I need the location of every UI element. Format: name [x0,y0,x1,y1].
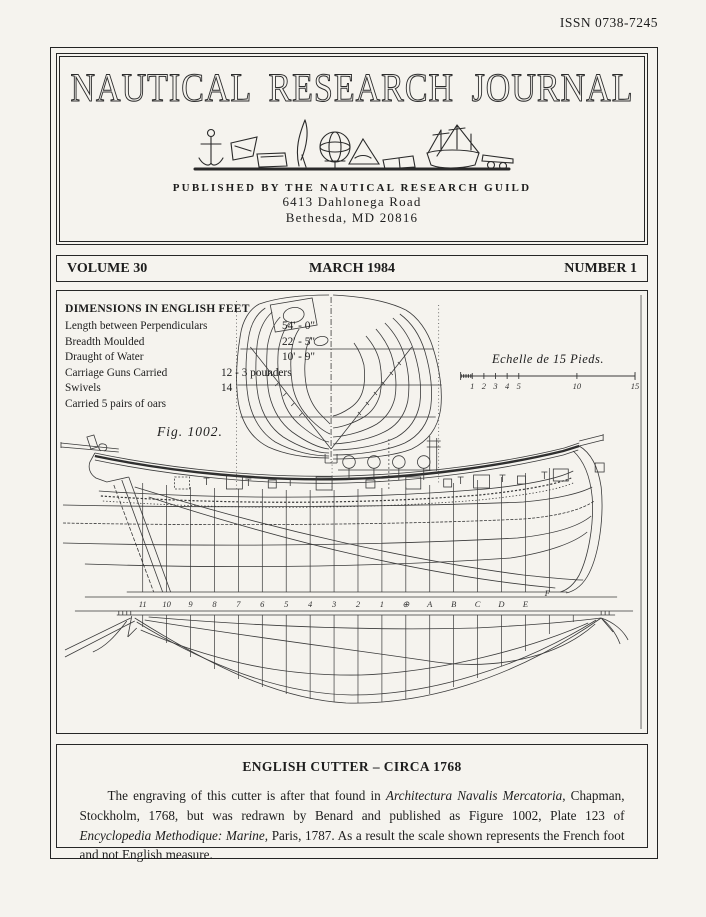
issn-number: ISSN 0738-7245 [559,15,658,30]
svg-text:4: 4 [308,598,313,610]
svg-text:6: 6 [260,598,265,610]
svg-text:2: 2 [481,380,486,392]
masthead-inner-border [59,56,645,242]
lines-plan-plate [56,290,648,734]
scale-caption: Echelle de 15 Pieds. [491,352,605,366]
gunport [553,469,568,481]
publisher-address-line2: Bethesda, MD 20816 [285,210,419,225]
svg-text:A: A [427,598,433,610]
dimensions-heading: DIMENSIONS IN ENGLISH FEET [65,302,250,315]
journal-title: NAUTICAL RESEARCH JOURNAL [70,66,634,111]
masthead-box [56,53,648,245]
svg-text:F: F [544,587,550,599]
svg-text:C: C [474,598,481,610]
plate-title: ENGLISH CUTTER – CIRCA 1768 [242,759,462,774]
svg-text:B: B [451,598,457,610]
svg-text:⊕: ⊕ [402,598,410,610]
svg-text:10: 10 [162,598,171,610]
half-breadth-plan [65,611,633,703]
svg-text:11: 11 [138,598,147,610]
dimension-row: Draught of Water 10' - 9" [65,351,315,364]
globe-icon [320,132,350,162]
issue-info-bar [56,255,648,282]
svg-text:7: 7 [236,598,241,610]
caption-paragraph: The engraving of this cutter is after that found in Architectura Navalis Mercatoria, Chapman, Stockholm, 1768, but was redrawn by Benard and published as Figure 1002, Plate 123 of Encyclopedia Methodique: Marine, Paris, 1787. As a result the scale shown represents the French foot and not English measure. [79,788,625,863]
station-labels [139,588,551,609]
svg-text:1: 1 [470,380,475,392]
stem-profile [566,446,602,593]
svg-text:1: 1 [379,598,385,610]
page-border [50,47,658,863]
anchor-icon [208,130,215,137]
gunport [474,475,490,488]
dimension-row: Length between Perpendiculars 54' - 0" [65,319,315,332]
svg-text:5: 5 [284,598,289,610]
scale-ruler [461,372,635,380]
chart-icon [231,137,257,160]
svg-text:4: 4 [505,380,510,392]
ship-model-icon [427,150,479,168]
svg-text:5: 5 [516,380,521,392]
dimensions-table [65,301,317,412]
svg-text:3: 3 [493,380,498,392]
svg-text:15: 15 [630,380,640,392]
volume-label: VOLUME 30 [67,260,148,276]
svg-text:3: 3 [331,598,337,610]
dimensions-rows [65,319,317,412]
svg-text:8: 8 [212,598,217,610]
cannon-icon [482,155,513,163]
svg-text:2: 2 [355,598,361,610]
dimension-row: Carried 5 pairs of oars [65,397,167,410]
issue-date-label: MARCH 1984 [309,260,395,276]
gunport [226,476,242,489]
quill-icon [297,120,307,167]
vignette-illustration [182,115,522,179]
svg-text:10: 10 [572,380,582,392]
caption-box [56,744,648,863]
nautical-still-life-engraving [182,115,522,179]
issue-number-label: NUMBER 1 [564,260,637,276]
book-stack-icon [257,153,287,167]
figure-number-label: Fig. 1002. [157,424,223,439]
dimension-row: Swivels 14 [65,382,233,395]
publisher-address-line1: 6413 Dahlonega Road [282,194,422,209]
dimension-row: Breadth Moulded 22' - 5" [65,335,315,348]
svg-text:E: E [522,598,529,610]
dimension-row: Carriage Guns Carried 12 - 3 pounders [65,366,292,379]
svg-text:9: 9 [188,598,193,610]
svg-text:D: D [498,598,505,610]
scale-tick-labels [470,381,639,391]
sextant-icon [349,139,379,164]
publisher-line: PUBLISHED BY THE NAUTICAL RESEARCH GUILD [172,182,532,194]
